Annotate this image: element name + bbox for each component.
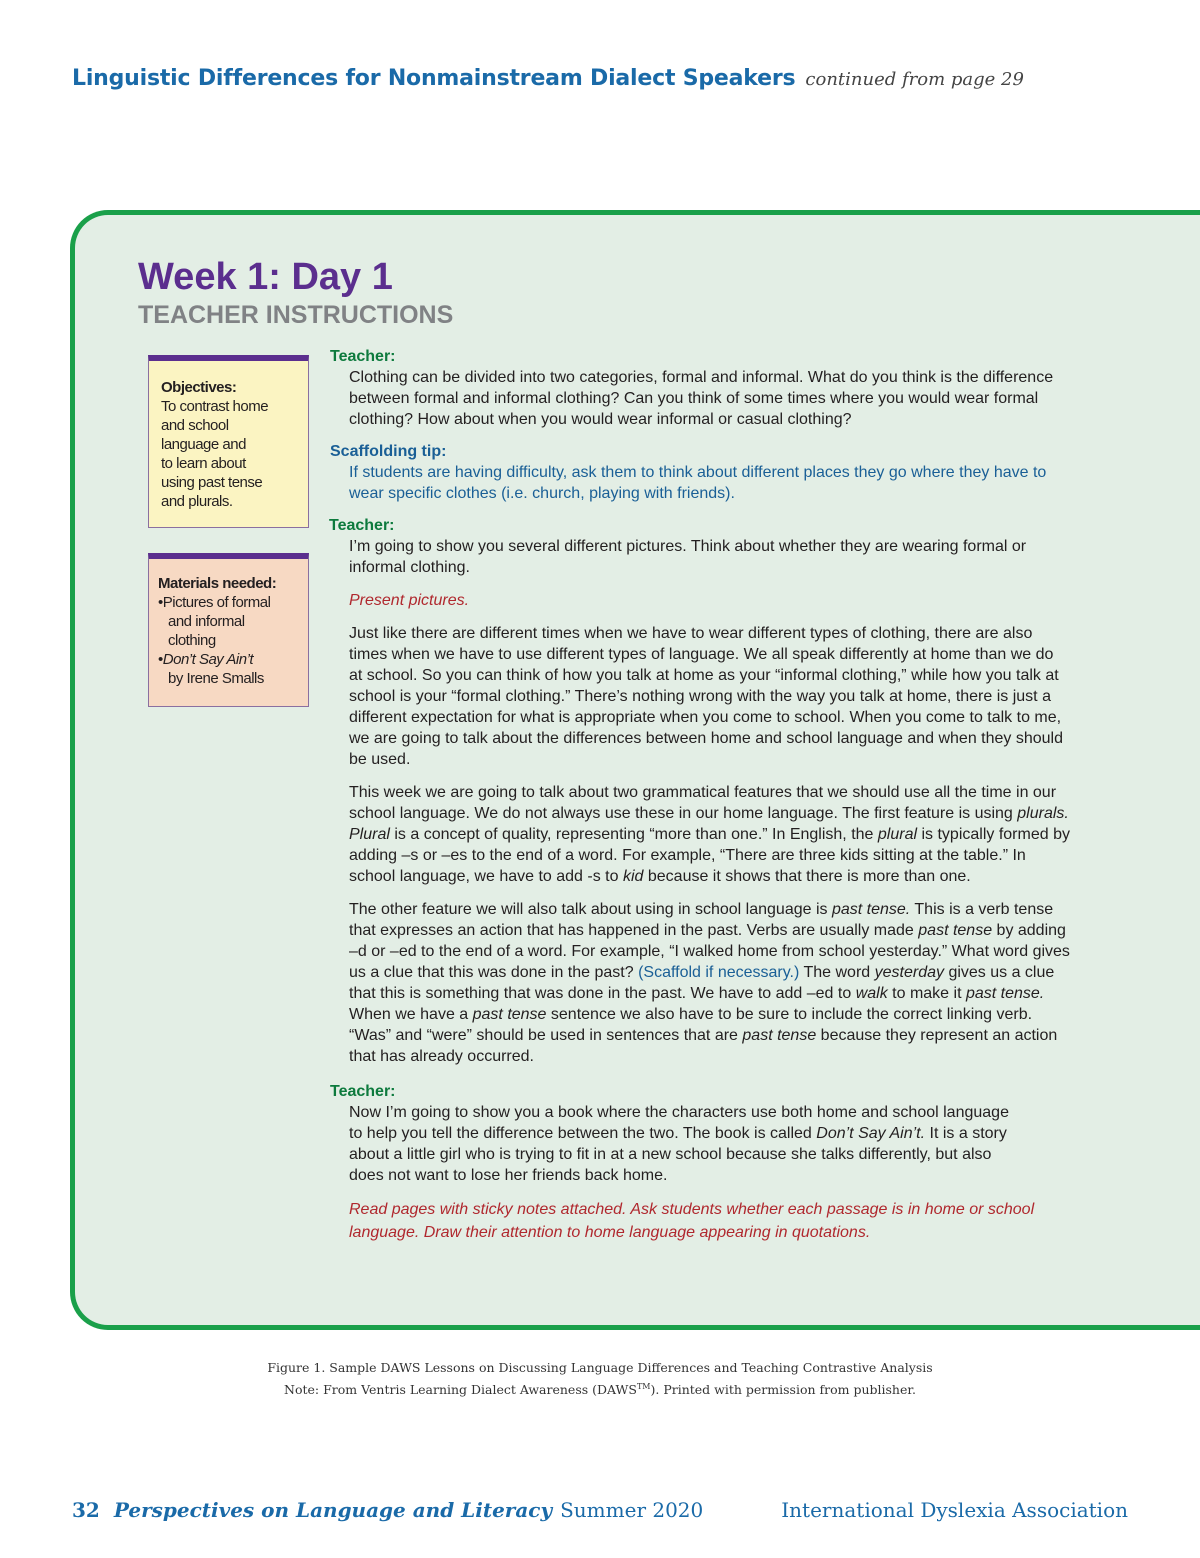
materials-box (148, 553, 309, 707)
scaffold-note: (Scaffold if necessary.) (638, 964, 800, 981)
week-title: Week 1: Day 1 (138, 256, 393, 298)
scaffolding-tip: If students are having difficulty, ask them to think about different places they go where they have to wear specific clothes (i.e. church, playing with friends). (349, 464, 1047, 502)
issue-season: Summer 2020 (560, 1498, 704, 1522)
teacher-instructions-heading: TEACHER INSTRUCTIONS (138, 301, 454, 329)
objectives-line: to learn about (161, 455, 246, 472)
materials-item (158, 650, 304, 688)
caption-line-2: Note: From Ventris Learning Dialect Awareness (DAWS™). Printed with permission from publisher. (284, 1382, 916, 1398)
page-header (72, 66, 1024, 91)
organization-name: International Dyslexia Association (781, 1498, 1128, 1522)
paragraph-clothing: Just like there are different times when we have to wear different types of clothing, there are also times when we have to use different types of language. We all speak differently at home than we do at school. So you can think of how you talk at home as your “informal clothing,” while how you talk at school is your “formal clothing.” There’s nothing wrong with the way you talk at home, there is just a different expectation for what is appropriate when you come to school. When you come to talk to me, we are going to talk about the differences between home and school language and when they should be used. (349, 625, 1063, 768)
objectives-line: and plurals. (161, 493, 233, 510)
continued-note: continued from page 29 (805, 69, 1024, 90)
paragraph-past-tense: The other feature we will also talk about using in school language is past tense. This is a verb tense that expresses an action that has happened in the past. Verbs are usually made past tense by adding –d or –ed to the end of a word. For example, “I walked home from school yesterday.” What word gives us a clue that this was done in the past? (Scaffold if necessary.) The word yesterday gives us a clue that this is something that was done in the past. We have to add –ed to walk to make it past tense. When we have a past tense sentence we also have to be sure to include the correct linking verb. “Was” and “were” should be used in sentences that are past tense because they represent an action that has already occurred. (349, 901, 1070, 1065)
teacher-prompt-clothing: Clothing can be divided into two categories, formal and informal. What do you think is the difference between formal and informal clothing? Can you think of some times where you would wear formal clothing? How about when you would wear informal or casual clothing? (349, 369, 1054, 428)
caption-line-1: Figure 1. Sample DAWS Lessons on Discussing Language Differences and Teaching Contrastive Analysis (267, 1360, 933, 1375)
paragraph-plurals: This week we are going to talk about two grammatical features that we should use all the time in our school language. We do not always use these in our home language. The first feature is using plurals. Plural is a concept of quality, representing “more than one.” In English, the plural is typically formed by adding –s or –es to the end of a word. For example, “There are three kids sitting at the table.” In school language, we have to add -s to kid because it shows that there is more than one. (349, 784, 1070, 885)
teacher-label: Teacher: (329, 517, 395, 534)
objectives-line: and school (161, 417, 229, 434)
objectives-line: using past tense (161, 474, 263, 491)
figure-caption (0, 1358, 1200, 1399)
journal-name: Perspectives on Language and Literacy (113, 1498, 553, 1522)
teacher-label: Teacher: (330, 348, 396, 365)
teacher-label: Teacher: (330, 1083, 396, 1100)
book-title: Don’t Say Ain’t (162, 651, 254, 668)
stage-direction-read: Read pages with sticky notes attached. Ask students whether each passage is in home or school language. Draw their attention to home language appearing in quotations. (349, 1201, 1035, 1241)
lesson-content (330, 346, 1070, 1244)
materials-heading: Materials needed: (158, 575, 277, 592)
teacher-prompt-pictures: I’m going to show you several different pictures. Think about whether they are wearing formal or informal clothing. (349, 538, 1027, 576)
page-number: 32 (72, 1498, 100, 1522)
objectives-line: language and (161, 436, 246, 453)
article-title: Linguistic Differences for Nonmainstream Dialect Speakers (72, 66, 796, 91)
materials-item: • Pictures of formal and informal clothing (158, 593, 304, 650)
page-footer (72, 1498, 1128, 1528)
objectives-heading: Objectives: (161, 379, 237, 396)
scaffolding-label: Scaffolding tip: (330, 443, 447, 460)
teacher-prompt-book: Now I’m going to show you a book where the characters use both home and school language to help you tell the difference between the two. The book is called Don’t Say Ain’t. It is a story about a little girl who is trying to fit in at a new school because she talks differently, but also does not want to lose her friends back home. (349, 1104, 1009, 1184)
objectives-box (148, 355, 309, 528)
stage-direction-present: Present pictures. (349, 592, 470, 609)
book-author: by Irene Smalls (168, 670, 264, 687)
objectives-line: To contrast home (161, 398, 269, 415)
materials-list (158, 593, 304, 688)
